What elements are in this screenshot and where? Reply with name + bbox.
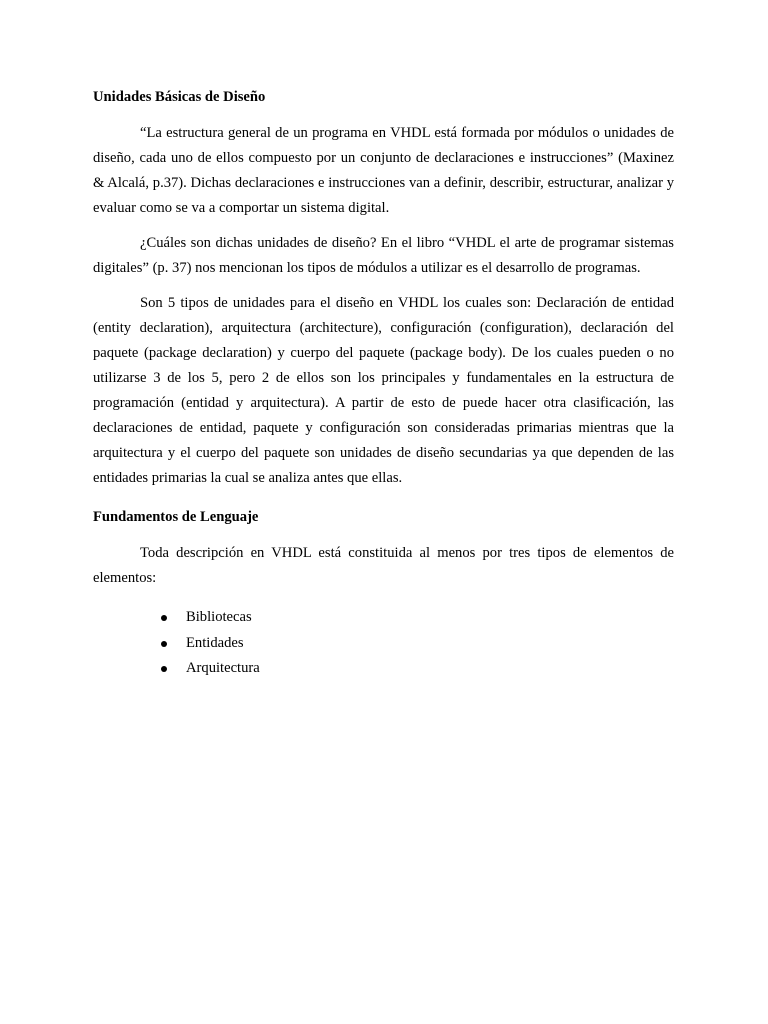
section-heading-fundamentos: Fundamentos de Lenguaje bbox=[93, 509, 259, 525]
paragraph-design-units-question: ¿Cuáles son dichas unidades de diseño? En el libro “VHDL el arte de programar sistemas digitales” (p. 37) nos mencionan los tipos de módulos a utilizar es el desarrollo de programas. bbox=[93, 235, 674, 276]
section-heading-unidades-basicas: Unidades Básicas de Diseño bbox=[93, 89, 266, 105]
paragraph-unit-types: Son 5 tipos de unidades para el diseño en VHDL los cuales son: Declaración de entidad (entity declaration), arquitectura (architecture), configuración (configuration), declaración del paquete (package declaration) y cuerpo del paquete (package body). De los cuales pueden o no utilizarse 3 de los 5, pero 2 de ellos son los principales y fundamentales en la estructura de programación (entidad y arquitectura). A partir de esto de puede hacer otra clasificación, las declaraciones de entidad, paquete y configuración son consideradas primarias mientras que la arquitectura y el cuerpo del paquete son unidades de diseño secundarias ya que dependen de las entidades primarias la cual se analiza antes que ellas. bbox=[93, 295, 674, 486]
element-types-list bbox=[93, 605, 674, 682]
list-item bbox=[93, 605, 674, 631]
paragraph-vhdl-structure: “La estructura general de un programa en VHDL está formada por módulos o unidades de diseño, cada uno de ellos compuesto por un conjunto de declaraciones e instrucciones” (Maxinez & Alcalá, p.37). Dichas declaraciones e instrucciones van a definir, describir, estructurar, analizar y evaluar como se va a comportar un sistema digital. bbox=[93, 125, 674, 216]
list-item-label: Bibliotecas bbox=[186, 609, 252, 625]
paragraph-elements-intro: Toda descripción en VHDL está constituida al menos por tres tipos de elementos de elementos: bbox=[93, 545, 674, 586]
list-item-label: Entidades bbox=[186, 634, 244, 651]
list-item bbox=[93, 656, 674, 682]
bullet-icon bbox=[161, 641, 167, 647]
document-page bbox=[93, 85, 674, 682]
list-item-label: Arquitectura bbox=[186, 660, 260, 676]
bullet-icon bbox=[161, 615, 167, 621]
list-item bbox=[93, 631, 674, 657]
bullet-icon bbox=[161, 666, 167, 672]
